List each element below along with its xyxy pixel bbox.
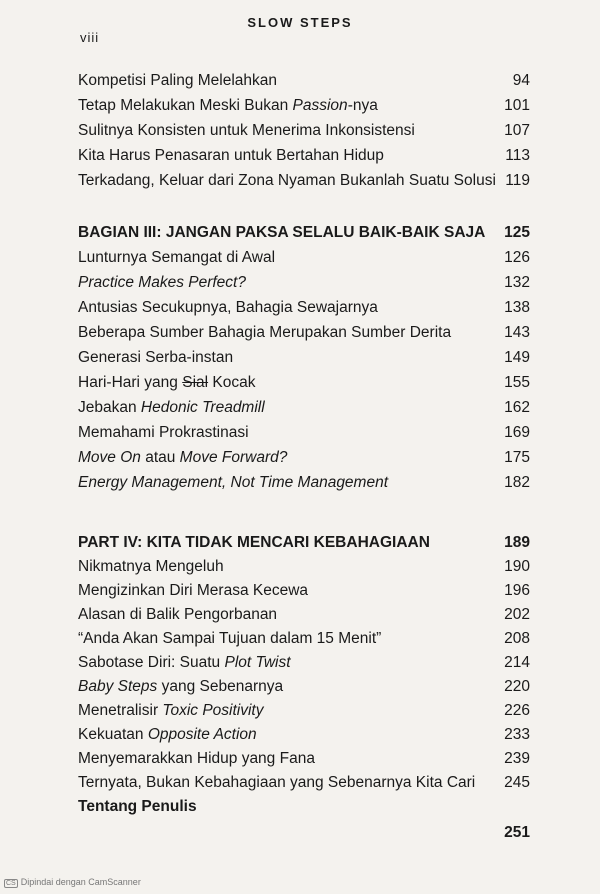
toc-entry-title: [78, 372, 255, 394]
toc-entry-title: [78, 580, 308, 602]
title-segment: Generasi Serba-instan: [78, 349, 234, 366]
title-segment: Menyemarakkan Hidup yang Fana: [78, 750, 315, 767]
title-segment: Sulitnya Konsisten untuk Menerima Inkonsistensi: [78, 122, 415, 139]
toc-entry: [78, 297, 530, 319]
title-segment: Kompetisi Paling Melelahkan: [78, 72, 278, 89]
toc-entry-title: [78, 170, 496, 192]
toc-entry: [78, 145, 530, 167]
title-segment: BAGIAN III: JANGAN PAKSA SELALU BAIK-BAIK SAJA: [78, 224, 486, 241]
toc-entry: [78, 580, 530, 602]
page-number: viii: [80, 30, 100, 45]
toc-entry: [78, 772, 530, 794]
toc-page-number: 113: [505, 147, 530, 164]
toc-entry: [78, 170, 530, 192]
title-segment: Plot Twist: [224, 654, 291, 671]
title-segment: Toxic Positivity: [162, 702, 264, 719]
title-segment: -nya: [347, 97, 378, 114]
title-segment: Terkadang, Keluar dari Zona Nyaman Bukanlah Suatu Solusi: [78, 172, 496, 189]
toc-entry: [78, 247, 530, 269]
toc-page-number: 132: [504, 274, 530, 291]
toc-page-number: 143: [504, 324, 530, 341]
toc-entry-title: [78, 247, 275, 269]
toc-entry: [78, 347, 530, 369]
title-segment: Jebakan: [78, 399, 141, 416]
toc-entry: [78, 556, 530, 578]
toc-page-number: 208: [504, 630, 530, 647]
toc-entry: [78, 676, 530, 698]
toc-entry-title: [78, 724, 257, 746]
title-segment: atau: [140, 449, 180, 466]
title-segment: yang Sebenarnya: [157, 678, 284, 695]
scanner-text: Dipindai dengan CamScanner: [20, 877, 141, 887]
toc-entry-title: [78, 347, 233, 369]
toc-entry: [78, 604, 530, 626]
title-segment: PART IV: KITA TIDAK MENCARI KEBAHAGIAAN: [78, 534, 430, 551]
title-segment: Sabotase Diri: Suatu: [78, 654, 225, 671]
toc-entry-title: [78, 322, 451, 344]
toc-page-number: 175: [504, 449, 530, 466]
toc-section-heading: [78, 796, 530, 841]
title-segment: Move On: [78, 449, 141, 466]
toc-page-number: 162: [504, 399, 530, 416]
toc-page-number: 226: [504, 702, 530, 719]
toc-entry-title: [78, 604, 277, 626]
toc-entry: [78, 272, 530, 294]
scanner-watermark: [4, 877, 141, 888]
toc-page-number: 155: [504, 374, 530, 391]
toc-page-number: 251: [504, 824, 530, 841]
toc-page-number: 149: [504, 349, 530, 366]
title-segment: Practice Makes Perfect?: [78, 274, 246, 291]
toc-entry: [78, 422, 530, 444]
toc-page-number: 125: [504, 224, 530, 241]
toc-entry: [78, 628, 530, 650]
toc-page-number: 214: [504, 654, 530, 671]
toc-entry-title: [78, 145, 384, 167]
toc-page-number: 239: [504, 750, 530, 767]
toc-page-number: 119: [505, 172, 530, 189]
toc-page-number: 189: [504, 534, 530, 551]
toc-entry-title: [78, 748, 315, 770]
toc-entry-title: [78, 652, 291, 674]
toc-entry: [78, 372, 530, 394]
toc-entry: [78, 70, 530, 92]
toc-page-number: 94: [512, 72, 530, 89]
title-segment: Ternyata, Bukan Kebahagiaan yang Sebenarnya Kita Cari: [78, 774, 476, 791]
toc-entry-title: [78, 700, 264, 722]
title-segment: Kekuatan: [78, 726, 148, 743]
toc-page-number: 126: [504, 249, 530, 266]
toc-page-number: 220: [504, 678, 530, 695]
toc-entry-title: [78, 120, 415, 142]
toc-entry-title: [78, 796, 197, 818]
toc-entry-title: [78, 532, 430, 554]
toc-entry: [78, 447, 530, 469]
title-segment: Tetap Melakukan Meski Bukan: [78, 97, 293, 114]
toc-entry-title: [78, 95, 378, 117]
title-segment: Hedonic Treadmill: [140, 399, 265, 416]
toc-entry-title: [78, 447, 287, 469]
toc-entry-title: [78, 222, 485, 244]
toc-entry: [78, 748, 530, 770]
toc-page-number: 245: [504, 774, 530, 791]
toc-page-number: 182: [504, 474, 530, 491]
toc-page-number: 169: [504, 424, 530, 441]
title-segment: Kocak: [208, 374, 256, 391]
toc-entry-title: [78, 676, 283, 698]
toc-entry: [78, 724, 530, 746]
title-segment: Mengizinkan Diri Merasa Kecewa: [78, 582, 309, 599]
toc-page-number: 138: [504, 299, 530, 316]
toc-page-number: 233: [504, 726, 530, 743]
toc-page-number: 196: [504, 582, 530, 599]
toc-entry-title: [78, 472, 388, 494]
title-segment: Opposite Action: [147, 726, 257, 743]
toc-entry: [78, 472, 530, 494]
toc-entry: [78, 322, 530, 344]
toc-entry-title: [78, 297, 378, 319]
toc-entry: [78, 120, 530, 142]
toc-page-number: 190: [504, 558, 530, 575]
title-segment: Kita Harus Penasaran untuk Bertahan Hidup: [78, 147, 384, 164]
title-segment: Passion: [292, 97, 348, 114]
title-segment: Antusias Secukupnya, Bahagia Sewajarnya: [78, 299, 378, 316]
toc-section-heading: [78, 532, 530, 554]
toc-entry-title: [78, 772, 475, 794]
toc-entry: [78, 700, 530, 722]
toc-entry: [78, 652, 530, 674]
title-segment: Alasan di Balik Pengorbanan: [78, 606, 278, 623]
toc-entry-title: [78, 272, 246, 294]
title-segment: Nikmatnya Mengeluh: [78, 558, 224, 575]
title-segment: Memahami Prokrastinasi: [78, 424, 249, 441]
title-segment: Menetralisir: [78, 702, 163, 719]
camscanner-logo: CS: [6, 880, 16, 887]
toc-entry: [78, 397, 530, 419]
title-segment: Lunturnya Semangat di Awal: [78, 249, 276, 266]
toc-entry-title: [78, 556, 224, 578]
title-segment: Baby Steps: [78, 678, 158, 695]
toc-page-number: 107: [504, 122, 530, 139]
title-segment: “Anda Akan Sampai Tujuan dalam 15 Menit”: [78, 630, 382, 647]
toc-entry-title: [78, 397, 265, 419]
title-segment: Energy Management, Not Time Management: [78, 474, 389, 491]
toc-entry-title: [78, 422, 249, 444]
title-segment: Beberapa Sumber Bahagia Merupakan Sumber Derita: [78, 324, 452, 341]
title-segment: Move Forward?: [179, 449, 288, 466]
running-title: SLOW STEPS: [247, 15, 353, 30]
toc-section-heading: [78, 222, 530, 244]
toc-page-number: 101: [504, 97, 530, 114]
toc-entry: [78, 95, 530, 117]
title-segment: Sial: [182, 374, 209, 391]
toc-entry-title: [78, 70, 277, 92]
toc-entry-title: [78, 628, 381, 650]
title-segment: Tentang Penulis: [78, 798, 197, 815]
toc-page-number: 202: [504, 606, 530, 623]
title-segment: Hari-Hari yang: [78, 374, 183, 391]
